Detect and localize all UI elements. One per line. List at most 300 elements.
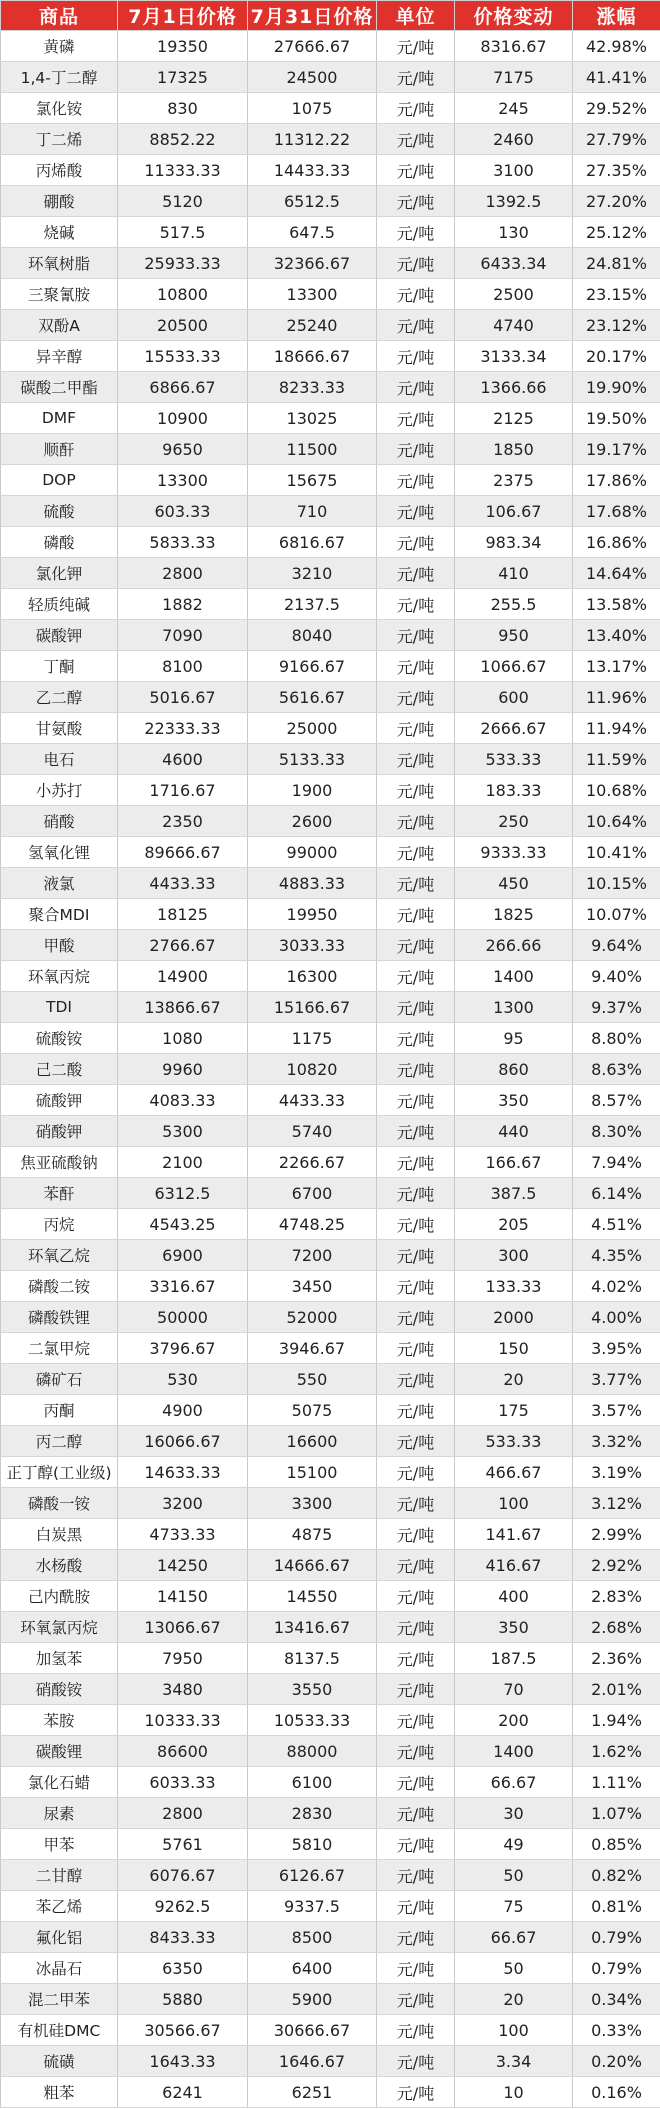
cell-price-jul1: 6350 xyxy=(118,1953,248,1984)
cell-price-change: 387.5 xyxy=(455,1178,573,1209)
cell-price-jul31: 8137.5 xyxy=(248,1643,377,1674)
table-row xyxy=(1,1023,660,1054)
cell-unit: 元/吨 xyxy=(377,1364,455,1395)
cell-price-jul31: 10820 xyxy=(248,1054,377,1085)
cell-price-jul1: 30566.67 xyxy=(118,2015,248,2046)
cell-price-jul1: 89666.67 xyxy=(118,837,248,868)
cell-increase-pct: 13.40% xyxy=(573,620,660,651)
cell-product: 环氧丙烷 xyxy=(1,961,118,992)
cell-increase-pct: 14.64% xyxy=(573,558,660,589)
cell-product: 硼酸 xyxy=(1,186,118,217)
cell-price-change: 1825 xyxy=(455,899,573,930)
table-row xyxy=(1,1829,660,1860)
cell-price-jul1: 8852.22 xyxy=(118,124,248,155)
cell-price-jul1: 603.33 xyxy=(118,496,248,527)
cell-unit: 元/吨 xyxy=(377,496,455,527)
table-row xyxy=(1,1612,660,1643)
cell-product: 碳酸锂 xyxy=(1,1736,118,1767)
cell-increase-pct: 0.33% xyxy=(573,2015,660,2046)
table-row xyxy=(1,155,660,186)
cell-product: 顺酐 xyxy=(1,434,118,465)
cell-price-change: 2460 xyxy=(455,124,573,155)
cell-price-change: 600 xyxy=(455,682,573,713)
cell-price-jul1: 14633.33 xyxy=(118,1457,248,1488)
cell-price-change: 450 xyxy=(455,868,573,899)
cell-price-change: 200 xyxy=(455,1705,573,1736)
cell-unit: 元/吨 xyxy=(377,2046,455,2077)
cell-price-change: 255.5 xyxy=(455,589,573,620)
cell-product: 丙二醇 xyxy=(1,1426,118,1457)
cell-price-change: 266.66 xyxy=(455,930,573,961)
cell-price-jul31: 5810 xyxy=(248,1829,377,1860)
cell-price-jul1: 4083.33 xyxy=(118,1085,248,1116)
cell-increase-pct: 0.20% xyxy=(573,2046,660,2077)
table-row xyxy=(1,806,660,837)
cell-price-jul31: 9166.67 xyxy=(248,651,377,682)
cell-increase-pct: 9.64% xyxy=(573,930,660,961)
cell-increase-pct: 19.50% xyxy=(573,403,660,434)
cell-product: 硝酸 xyxy=(1,806,118,837)
cell-unit: 元/吨 xyxy=(377,589,455,620)
cell-unit: 元/吨 xyxy=(377,310,455,341)
cell-increase-pct: 9.37% xyxy=(573,992,660,1023)
cell-price-jul31: 5900 xyxy=(248,1984,377,2015)
cell-increase-pct: 8.57% xyxy=(573,1085,660,1116)
cell-price-change: 440 xyxy=(455,1116,573,1147)
table-row xyxy=(1,1364,660,1395)
cell-price-jul31: 15675 xyxy=(248,465,377,496)
cell-product: 氯化钾 xyxy=(1,558,118,589)
cell-product: TDI xyxy=(1,992,118,1023)
cell-price-jul1: 16066.67 xyxy=(118,1426,248,1457)
table-row xyxy=(1,124,660,155)
table-row xyxy=(1,1240,660,1271)
cell-price-change: 150 xyxy=(455,1333,573,1364)
cell-increase-pct: 6.14% xyxy=(573,1178,660,1209)
cell-product: 硝酸钾 xyxy=(1,1116,118,1147)
cell-product: 碳酸钾 xyxy=(1,620,118,651)
cell-product: 磷酸铁锂 xyxy=(1,1302,118,1333)
cell-price-jul1: 2800 xyxy=(118,558,248,589)
cell-unit: 元/吨 xyxy=(377,868,455,899)
cell-increase-pct: 0.85% xyxy=(573,1829,660,1860)
table-row xyxy=(1,589,660,620)
table-row xyxy=(1,682,660,713)
cell-price-jul1: 14900 xyxy=(118,961,248,992)
cell-price-jul31: 52000 xyxy=(248,1302,377,1333)
cell-unit: 元/吨 xyxy=(377,1922,455,1953)
cell-increase-pct: 0.34% xyxy=(573,1984,660,2015)
cell-product: 烧碱 xyxy=(1,217,118,248)
cell-price-change: 350 xyxy=(455,1085,573,1116)
table-row xyxy=(1,713,660,744)
cell-price-jul1: 1882 xyxy=(118,589,248,620)
cell-product: 丙烯酸 xyxy=(1,155,118,186)
cell-increase-pct: 13.17% xyxy=(573,651,660,682)
cell-product: 己内酰胺 xyxy=(1,1581,118,1612)
cell-price-jul31: 30666.67 xyxy=(248,2015,377,2046)
cell-product: 氢氧化锂 xyxy=(1,837,118,868)
cell-increase-pct: 2.68% xyxy=(573,1612,660,1643)
cell-price-jul31: 5133.33 xyxy=(248,744,377,775)
table-row xyxy=(1,434,660,465)
cell-unit: 元/吨 xyxy=(377,527,455,558)
cell-increase-pct: 3.19% xyxy=(573,1457,660,1488)
cell-price-change: 49 xyxy=(455,1829,573,1860)
table-row xyxy=(1,775,660,806)
cell-price-jul1: 14150 xyxy=(118,1581,248,1612)
cell-price-jul31: 13416.67 xyxy=(248,1612,377,1643)
cell-product: 丙烷 xyxy=(1,1209,118,1240)
cell-price-change: 7175 xyxy=(455,62,573,93)
cell-unit: 元/吨 xyxy=(377,341,455,372)
cell-price-change: 30 xyxy=(455,1798,573,1829)
cell-increase-pct: 2.36% xyxy=(573,1643,660,1674)
cell-increase-pct: 10.68% xyxy=(573,775,660,806)
cell-unit: 元/吨 xyxy=(377,1612,455,1643)
cell-price-jul1: 2350 xyxy=(118,806,248,837)
cell-unit: 元/吨 xyxy=(377,1829,455,1860)
cell-increase-pct: 27.35% xyxy=(573,155,660,186)
cell-product: 尿素 xyxy=(1,1798,118,1829)
table-row xyxy=(1,558,660,589)
cell-price-jul1: 14250 xyxy=(118,1550,248,1581)
cell-price-jul1: 3480 xyxy=(118,1674,248,1705)
table-row xyxy=(1,279,660,310)
cell-price-jul31: 2830 xyxy=(248,1798,377,1829)
cell-increase-pct: 2.99% xyxy=(573,1519,660,1550)
cell-price-jul31: 25000 xyxy=(248,713,377,744)
cell-price-jul31: 32366.67 xyxy=(248,248,377,279)
cell-price-jul31: 19950 xyxy=(248,899,377,930)
table-header xyxy=(1,1,660,31)
cell-product: 二氯甲烷 xyxy=(1,1333,118,1364)
cell-price-jul1: 9262.5 xyxy=(118,1891,248,1922)
cell-price-jul1: 5016.67 xyxy=(118,682,248,713)
cell-product: 三聚氰胺 xyxy=(1,279,118,310)
cell-unit: 元/吨 xyxy=(377,1302,455,1333)
cell-product: 二甘醇 xyxy=(1,1860,118,1891)
cell-product: 苯乙烯 xyxy=(1,1891,118,1922)
cell-price-jul1: 11333.33 xyxy=(118,155,248,186)
cell-price-jul31: 1175 xyxy=(248,1023,377,1054)
cell-price-change: 205 xyxy=(455,1209,573,1240)
cell-increase-pct: 11.96% xyxy=(573,682,660,713)
cell-product: 环氧树脂 xyxy=(1,248,118,279)
cell-increase-pct: 1.94% xyxy=(573,1705,660,1736)
cell-price-jul1: 7090 xyxy=(118,620,248,651)
cell-price-jul1: 9960 xyxy=(118,1054,248,1085)
cell-increase-pct: 0.16% xyxy=(573,2077,660,2108)
cell-product: 氟化铝 xyxy=(1,1922,118,1953)
cell-price-jul1: 3316.67 xyxy=(118,1271,248,1302)
cell-product: 正丁醇(工业级) xyxy=(1,1457,118,1488)
table-row xyxy=(1,1116,660,1147)
cell-product: 液氯 xyxy=(1,868,118,899)
cell-price-jul31: 6251 xyxy=(248,2077,377,2108)
table-row xyxy=(1,1550,660,1581)
cell-increase-pct: 1.11% xyxy=(573,1767,660,1798)
cell-increase-pct: 0.82% xyxy=(573,1860,660,1891)
cell-unit: 元/吨 xyxy=(377,713,455,744)
cell-price-change: 1392.5 xyxy=(455,186,573,217)
cell-price-jul1: 18125 xyxy=(118,899,248,930)
cell-increase-pct: 0.79% xyxy=(573,1922,660,1953)
cell-increase-pct: 3.12% xyxy=(573,1488,660,1519)
cell-price-change: 175 xyxy=(455,1395,573,1426)
cell-price-jul31: 15166.67 xyxy=(248,992,377,1023)
cell-unit: 元/吨 xyxy=(377,1023,455,1054)
cell-increase-pct: 2.01% xyxy=(573,1674,660,1705)
table-row xyxy=(1,1426,660,1457)
cell-price-jul1: 517.5 xyxy=(118,217,248,248)
cell-product: 乙二醇 xyxy=(1,682,118,713)
cell-price-change: 2000 xyxy=(455,1302,573,1333)
table-row xyxy=(1,1054,660,1085)
cell-price-jul31: 3550 xyxy=(248,1674,377,1705)
cell-price-jul1: 5761 xyxy=(118,1829,248,1860)
cell-unit: 元/吨 xyxy=(377,682,455,713)
table-row xyxy=(1,1798,660,1829)
table-row xyxy=(1,1767,660,1798)
cell-price-change: 2125 xyxy=(455,403,573,434)
table-row xyxy=(1,248,660,279)
cell-unit: 元/吨 xyxy=(377,1984,455,2015)
cell-increase-pct: 20.17% xyxy=(573,341,660,372)
cell-increase-pct: 4.02% xyxy=(573,1271,660,1302)
cell-product: 水杨酸 xyxy=(1,1550,118,1581)
cell-product: 白炭黑 xyxy=(1,1519,118,1550)
cell-price-jul1: 6900 xyxy=(118,1240,248,1271)
cell-price-change: 8316.67 xyxy=(455,31,573,62)
cell-increase-pct: 4.00% xyxy=(573,1302,660,1333)
cell-price-jul1: 8100 xyxy=(118,651,248,682)
table-row xyxy=(1,899,660,930)
cell-price-jul31: 6126.67 xyxy=(248,1860,377,1891)
cell-price-jul31: 8500 xyxy=(248,1922,377,1953)
cell-unit: 元/吨 xyxy=(377,1736,455,1767)
cell-unit: 元/吨 xyxy=(377,558,455,589)
cell-price-change: 533.33 xyxy=(455,1426,573,1457)
cell-product: 甲酸 xyxy=(1,930,118,961)
cell-increase-pct: 10.07% xyxy=(573,899,660,930)
cell-product: 聚合MDI xyxy=(1,899,118,930)
cell-price-jul31: 6512.5 xyxy=(248,186,377,217)
cell-price-change: 950 xyxy=(455,620,573,651)
table-row xyxy=(1,93,660,124)
cell-product: 硝酸铵 xyxy=(1,1674,118,1705)
cell-price-change: 860 xyxy=(455,1054,573,1085)
cell-price-change: 2375 xyxy=(455,465,573,496)
cell-product: 丙酮 xyxy=(1,1395,118,1426)
cell-price-change: 66.67 xyxy=(455,1922,573,1953)
cell-price-change: 183.33 xyxy=(455,775,573,806)
cell-price-jul1: 6076.67 xyxy=(118,1860,248,1891)
cell-increase-pct: 0.79% xyxy=(573,1953,660,1984)
cell-price-jul31: 3033.33 xyxy=(248,930,377,961)
cell-price-jul31: 3946.67 xyxy=(248,1333,377,1364)
header-price-jul31: 7月31日价格 xyxy=(248,1,377,31)
cell-increase-pct: 19.90% xyxy=(573,372,660,403)
cell-price-jul1: 9650 xyxy=(118,434,248,465)
cell-price-jul31: 13025 xyxy=(248,403,377,434)
table-row xyxy=(1,1457,660,1488)
cell-price-jul1: 20500 xyxy=(118,310,248,341)
cell-product: 粗苯 xyxy=(1,2077,118,2108)
cell-price-change: 20 xyxy=(455,1364,573,1395)
cell-price-jul1: 1080 xyxy=(118,1023,248,1054)
cell-product: 苯酐 xyxy=(1,1178,118,1209)
cell-increase-pct: 10.64% xyxy=(573,806,660,837)
cell-price-jul1: 13866.67 xyxy=(118,992,248,1023)
cell-price-jul31: 550 xyxy=(248,1364,377,1395)
cell-unit: 元/吨 xyxy=(377,124,455,155)
cell-increase-pct: 2.92% xyxy=(573,1550,660,1581)
table-row xyxy=(1,1302,660,1333)
cell-unit: 元/吨 xyxy=(377,1054,455,1085)
cell-price-change: 1400 xyxy=(455,961,573,992)
cell-unit: 元/吨 xyxy=(377,1643,455,1674)
cell-unit: 元/吨 xyxy=(377,1240,455,1271)
cell-price-jul1: 1643.33 xyxy=(118,2046,248,2077)
cell-price-jul1: 6033.33 xyxy=(118,1767,248,1798)
cell-price-change: 100 xyxy=(455,2015,573,2046)
cell-unit: 元/吨 xyxy=(377,930,455,961)
header-product: 商品 xyxy=(1,1,118,31)
cell-price-jul1: 4900 xyxy=(118,1395,248,1426)
cell-increase-pct: 10.41% xyxy=(573,837,660,868)
cell-price-jul1: 10800 xyxy=(118,279,248,310)
table-row xyxy=(1,1519,660,1550)
cell-unit: 元/吨 xyxy=(377,620,455,651)
cell-unit: 元/吨 xyxy=(377,1116,455,1147)
table-row xyxy=(1,1147,660,1178)
table-row xyxy=(1,1891,660,1922)
cell-price-change: 50 xyxy=(455,1860,573,1891)
cell-price-change: 133.33 xyxy=(455,1271,573,1302)
cell-product: 有机硅DMC xyxy=(1,2015,118,2046)
cell-increase-pct: 23.15% xyxy=(573,279,660,310)
cell-product: 丁二烯 xyxy=(1,124,118,155)
cell-unit: 元/吨 xyxy=(377,465,455,496)
table-row xyxy=(1,1953,660,1984)
cell-price-jul31: 2266.67 xyxy=(248,1147,377,1178)
cell-price-change: 130 xyxy=(455,217,573,248)
table-row xyxy=(1,372,660,403)
cell-unit: 元/吨 xyxy=(377,651,455,682)
cell-price-change: 3.34 xyxy=(455,2046,573,2077)
cell-unit: 元/吨 xyxy=(377,1705,455,1736)
cell-increase-pct: 8.30% xyxy=(573,1116,660,1147)
cell-price-jul1: 7950 xyxy=(118,1643,248,1674)
cell-price-jul31: 2137.5 xyxy=(248,589,377,620)
table-row xyxy=(1,1643,660,1674)
cell-unit: 元/吨 xyxy=(377,372,455,403)
cell-price-jul31: 16300 xyxy=(248,961,377,992)
cell-increase-pct: 3.95% xyxy=(573,1333,660,1364)
cell-price-jul1: 8433.33 xyxy=(118,1922,248,1953)
cell-price-change: 416.67 xyxy=(455,1550,573,1581)
cell-price-jul31: 88000 xyxy=(248,1736,377,1767)
cell-unit: 元/吨 xyxy=(377,1178,455,1209)
cell-price-jul1: 2800 xyxy=(118,1798,248,1829)
cell-price-jul31: 5740 xyxy=(248,1116,377,1147)
cell-price-jul31: 24500 xyxy=(248,62,377,93)
cell-increase-pct: 19.17% xyxy=(573,434,660,465)
cell-product: 硫酸钾 xyxy=(1,1085,118,1116)
cell-price-jul31: 3450 xyxy=(248,1271,377,1302)
header-price-jul1: 7月1日价格 xyxy=(118,1,248,31)
table-row xyxy=(1,868,660,899)
table-row xyxy=(1,217,660,248)
cell-price-change: 20 xyxy=(455,1984,573,2015)
cell-price-change: 350 xyxy=(455,1612,573,1643)
cell-product: 环氧氯丙烷 xyxy=(1,1612,118,1643)
cell-price-change: 300 xyxy=(455,1240,573,1271)
cell-price-jul31: 4883.33 xyxy=(248,868,377,899)
cell-unit: 元/吨 xyxy=(377,992,455,1023)
table-body xyxy=(1,31,660,2108)
table-row xyxy=(1,62,660,93)
cell-unit: 元/吨 xyxy=(377,961,455,992)
cell-price-jul1: 13300 xyxy=(118,465,248,496)
cell-increase-pct: 11.94% xyxy=(573,713,660,744)
cell-product: 氯化铵 xyxy=(1,93,118,124)
cell-unit: 元/吨 xyxy=(377,744,455,775)
cell-price-jul31: 13300 xyxy=(248,279,377,310)
cell-price-change: 3100 xyxy=(455,155,573,186)
cell-product: 黄磷 xyxy=(1,31,118,62)
cell-increase-pct: 8.80% xyxy=(573,1023,660,1054)
cell-price-jul1: 17325 xyxy=(118,62,248,93)
cell-increase-pct: 29.52% xyxy=(573,93,660,124)
cell-increase-pct: 23.12% xyxy=(573,310,660,341)
table-row xyxy=(1,1085,660,1116)
table-row xyxy=(1,465,660,496)
cell-unit: 元/吨 xyxy=(377,775,455,806)
table-row xyxy=(1,1705,660,1736)
cell-product: 硫酸铵 xyxy=(1,1023,118,1054)
cell-price-jul1: 3796.67 xyxy=(118,1333,248,1364)
cell-price-change: 106.67 xyxy=(455,496,573,527)
cell-price-jul1: 10333.33 xyxy=(118,1705,248,1736)
cell-price-jul1: 5880 xyxy=(118,1984,248,2015)
cell-price-jul1: 5833.33 xyxy=(118,527,248,558)
cell-price-jul31: 710 xyxy=(248,496,377,527)
cell-product: 磷酸 xyxy=(1,527,118,558)
cell-price-jul31: 3210 xyxy=(248,558,377,589)
cell-unit: 元/吨 xyxy=(377,155,455,186)
cell-increase-pct: 8.63% xyxy=(573,1054,660,1085)
cell-price-jul1: 19350 xyxy=(118,31,248,62)
header-row xyxy=(1,1,660,31)
cell-price-change: 70 xyxy=(455,1674,573,1705)
table-row xyxy=(1,1209,660,1240)
table-row xyxy=(1,31,660,62)
cell-product: 加氢苯 xyxy=(1,1643,118,1674)
table-row xyxy=(1,620,660,651)
cell-price-change: 66.67 xyxy=(455,1767,573,1798)
cell-unit: 元/吨 xyxy=(377,1519,455,1550)
cell-unit: 元/吨 xyxy=(377,1271,455,1302)
cell-increase-pct: 27.20% xyxy=(573,186,660,217)
cell-price-change: 3133.34 xyxy=(455,341,573,372)
cell-product: 硫磺 xyxy=(1,2046,118,2077)
cell-price-jul31: 4433.33 xyxy=(248,1085,377,1116)
cell-unit: 元/吨 xyxy=(377,1767,455,1798)
cell-unit: 元/吨 xyxy=(377,1581,455,1612)
cell-price-change: 75 xyxy=(455,1891,573,1922)
